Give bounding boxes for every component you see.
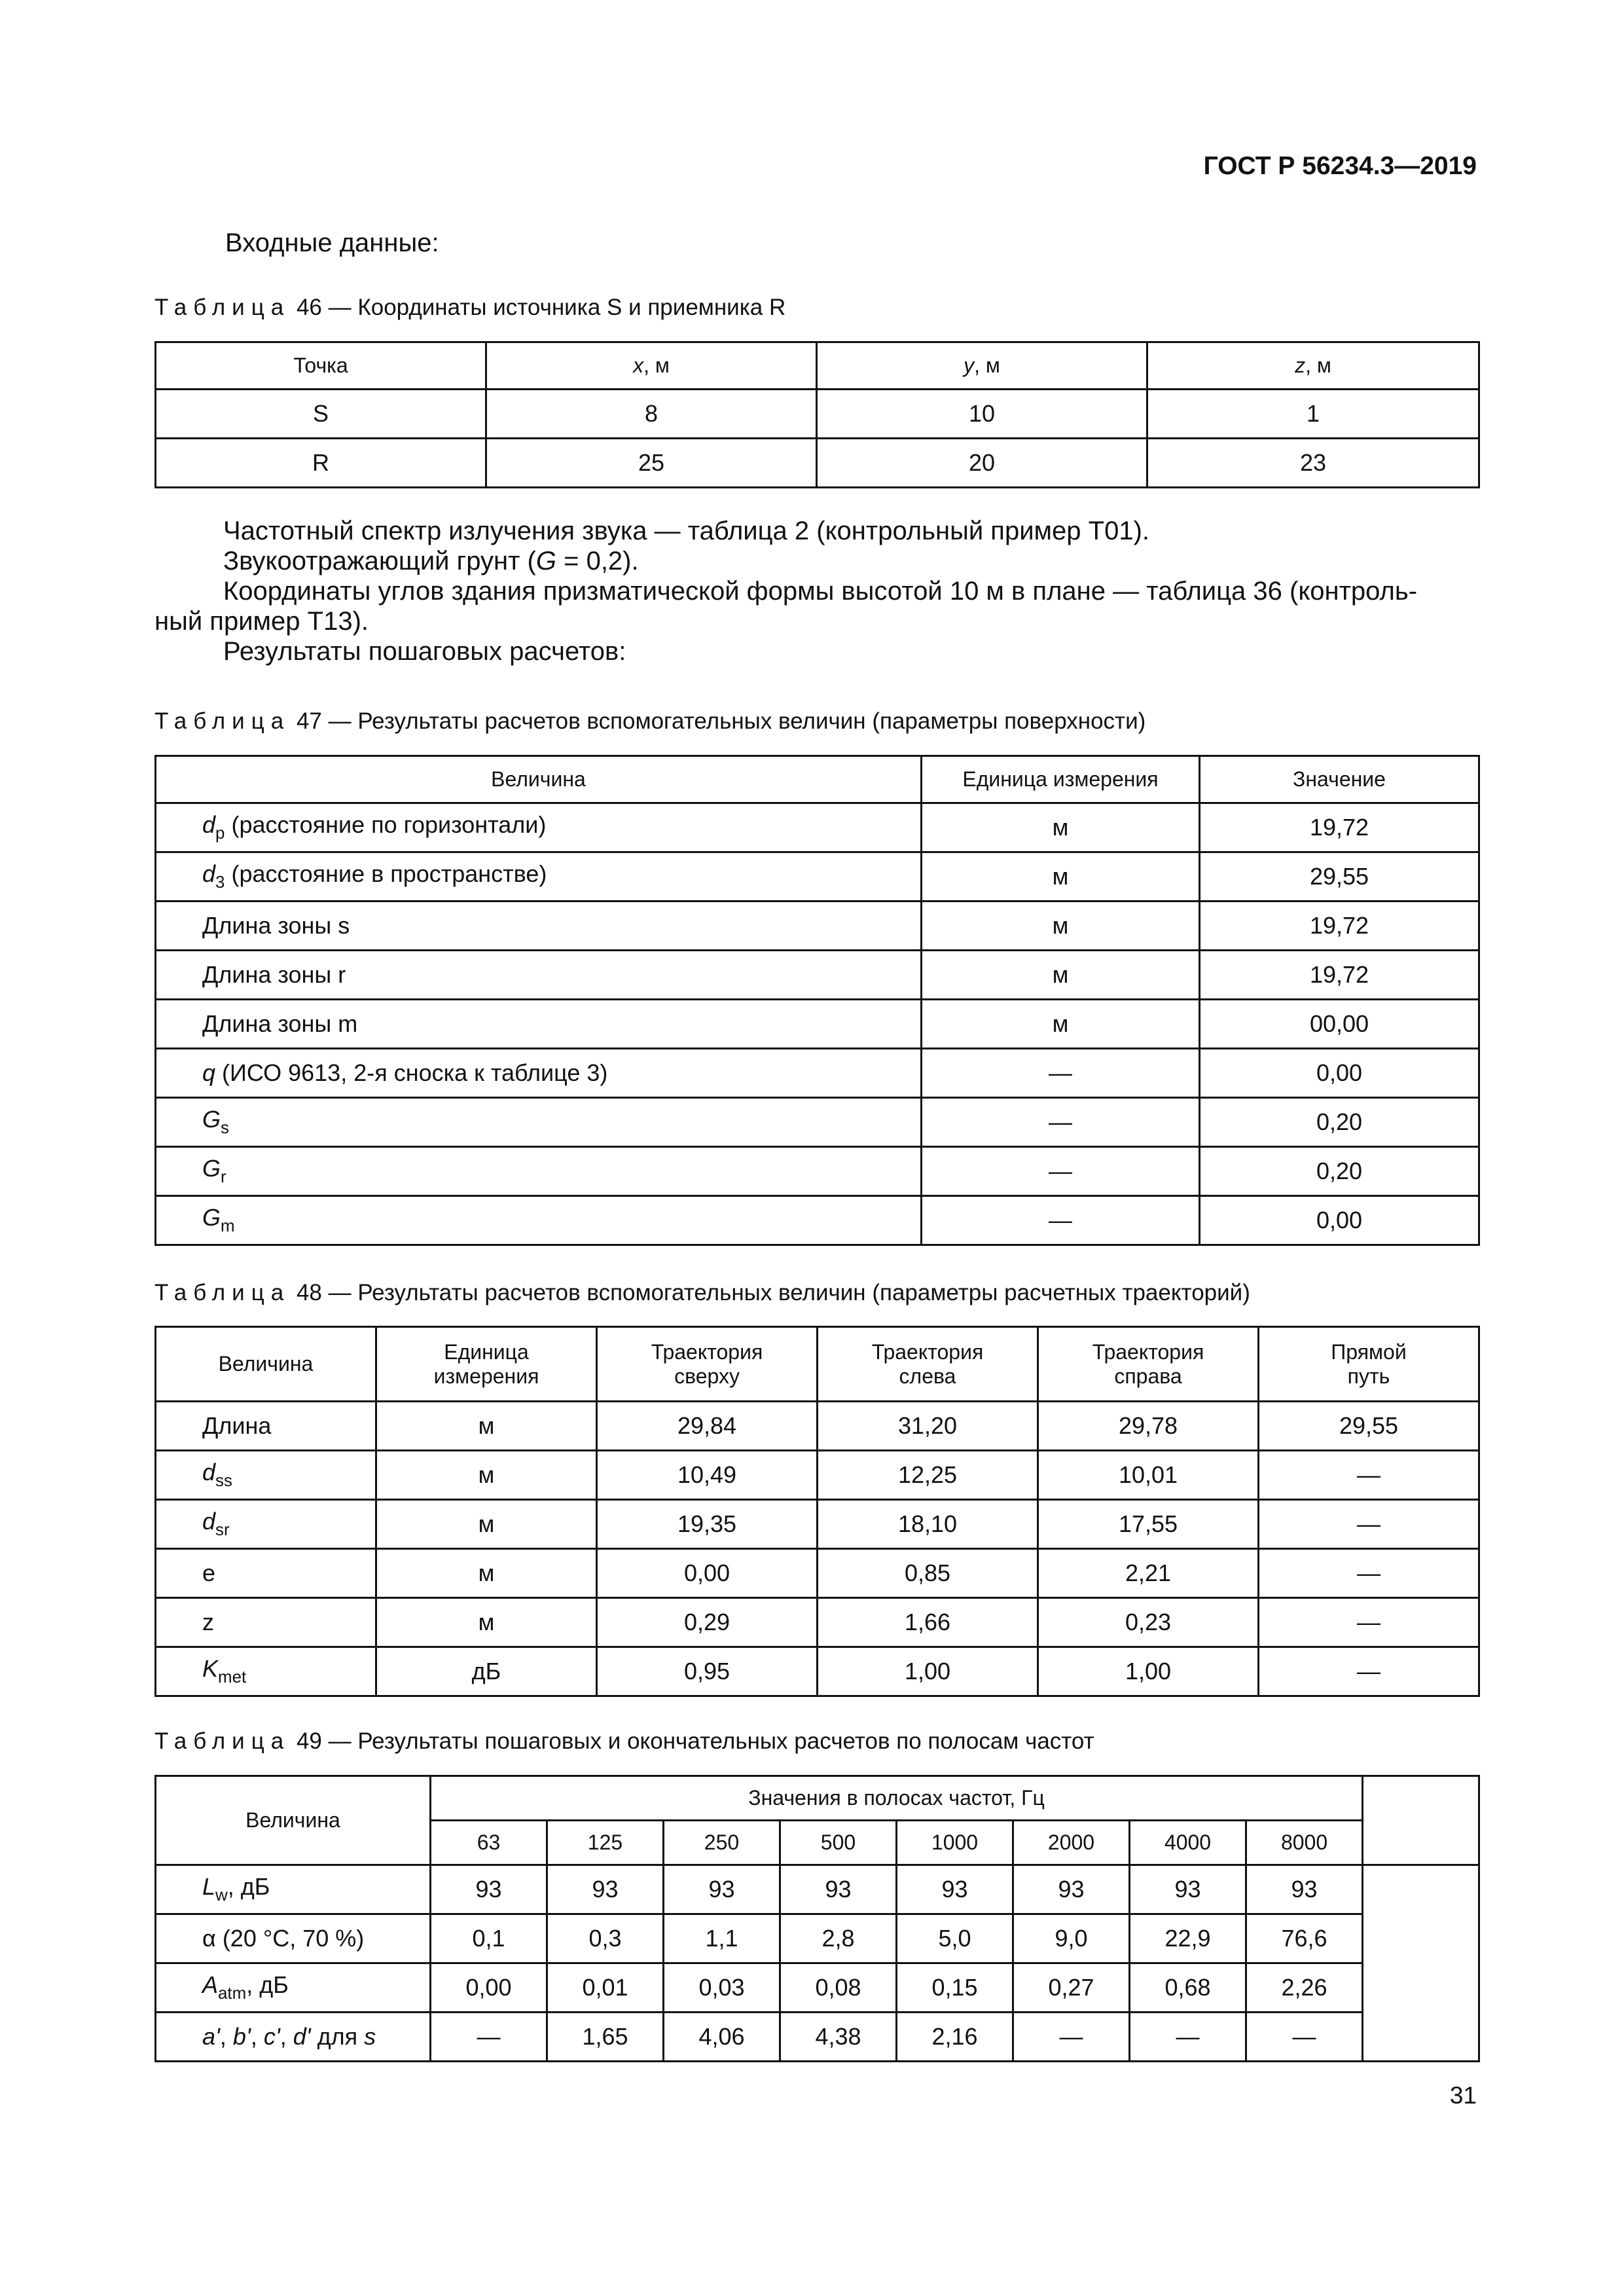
value-cell: 2,8 bbox=[780, 1914, 897, 1963]
table-48 bbox=[154, 1326, 1480, 1697]
value-cell: 9,0 bbox=[1013, 1914, 1130, 1963]
quantity-cell: Длина зоны s bbox=[156, 902, 922, 951]
value-cell: 22,9 bbox=[1130, 1914, 1246, 1963]
table-row bbox=[156, 803, 1479, 852]
input-data-heading: Входные данные: bbox=[225, 228, 439, 257]
table-row bbox=[156, 1647, 1479, 1696]
value-cell: 31,20 bbox=[818, 1402, 1038, 1451]
table-row bbox=[156, 1098, 1479, 1147]
text-block bbox=[154, 516, 1478, 666]
band-header: 125 bbox=[547, 1821, 664, 1865]
quantity-cell: $G_s$ bbox=[156, 1098, 922, 1147]
value-cell: 93 bbox=[780, 1865, 897, 1914]
header-z: z, м bbox=[1147, 342, 1479, 390]
header-quantity: Величина bbox=[156, 756, 922, 803]
value-cell: 0,23 bbox=[1038, 1598, 1259, 1647]
value-cell: 0,27 bbox=[1013, 1963, 1130, 2013]
table-row bbox=[156, 1000, 1479, 1049]
caption-text: 46 — Координаты источника S и приемника R bbox=[296, 295, 786, 320]
value-cell: 2,26 bbox=[1246, 1963, 1363, 2013]
header-bands: Значения в полосах частот, Гц bbox=[431, 1776, 1363, 1821]
header-x: x, м bbox=[486, 342, 817, 390]
quantity-cell: $d_{ss}$ bbox=[156, 1451, 376, 1500]
table-49 bbox=[154, 1775, 1480, 2062]
value-cell: — bbox=[1259, 1598, 1479, 1647]
unit-cell: — bbox=[922, 1049, 1200, 1098]
value-cell: 2,16 bbox=[897, 2013, 1013, 2062]
header-unit: Единица измерения bbox=[922, 756, 1200, 803]
value-cell: 0,03 bbox=[664, 1963, 780, 2013]
unit-cell: — bbox=[922, 1098, 1200, 1147]
value-cell: — bbox=[431, 2013, 547, 2062]
page-number: 31 bbox=[1449, 2082, 1477, 2109]
band-header: 250 bbox=[664, 1821, 780, 1865]
table-row: S 8 10 1 bbox=[156, 390, 1479, 439]
value-cell: 93 bbox=[1246, 1865, 1363, 1914]
value-cell: 0,29 bbox=[597, 1598, 818, 1647]
table-row bbox=[156, 1451, 1479, 1500]
table-row: R 25 20 23 bbox=[156, 439, 1479, 488]
table-row bbox=[156, 1549, 1479, 1598]
quantity-cell: α (20 °C, 70 %) bbox=[156, 1914, 431, 1963]
header-cell-1: Единица измерения bbox=[376, 1327, 597, 1402]
value-cell: 0,3 bbox=[547, 1914, 664, 1963]
value-cell: 1,00 bbox=[818, 1647, 1038, 1696]
value-cell: 19,72 bbox=[1200, 902, 1479, 951]
value-cell: — bbox=[1259, 1647, 1479, 1696]
value-cell: 4,38 bbox=[780, 2013, 897, 2062]
unit-cell: м bbox=[376, 1451, 597, 1500]
quantity-cell: $L_w$, дБ bbox=[156, 1865, 431, 1914]
table-row bbox=[156, 1147, 1479, 1196]
unit-cell: м bbox=[922, 902, 1200, 951]
value-cell: 93 bbox=[897, 1865, 1013, 1914]
value-cell: 0,85 bbox=[818, 1549, 1038, 1598]
value-cell: 29,84 bbox=[597, 1402, 818, 1451]
building-line-cont: ный пример T13). bbox=[154, 607, 369, 636]
value-cell: 10,01 bbox=[1038, 1451, 1259, 1500]
quantity-cell: $d_p$ (расстояние по горизонтали) bbox=[156, 803, 922, 852]
band-header: 63 bbox=[431, 1821, 547, 1865]
value-cell: 0,20 bbox=[1200, 1147, 1479, 1196]
value-cell: 0,08 bbox=[780, 1963, 897, 2013]
value-cell: — bbox=[1259, 1500, 1479, 1549]
band-header: 8000 bbox=[1246, 1821, 1363, 1865]
value-cell: 17,55 bbox=[1038, 1500, 1259, 1549]
quantity-cell: $d_{sr}$ bbox=[156, 1500, 376, 1549]
value-cell: 0,95 bbox=[597, 1647, 818, 1696]
unit-cell: м bbox=[922, 951, 1200, 1000]
band-header: 500 bbox=[780, 1821, 897, 1865]
header-point: Точка bbox=[156, 342, 486, 390]
value-cell: 0,00 bbox=[1200, 1196, 1479, 1245]
unit-cell: дБ bbox=[376, 1647, 597, 1696]
value-cell: 29,55 bbox=[1259, 1402, 1479, 1451]
table47-caption: Таблица 47 — Результаты расчетов вспомогательных величин (параметры поверхности) bbox=[154, 708, 1146, 734]
unit-cell: м bbox=[922, 852, 1200, 902]
table-row bbox=[156, 1914, 1479, 1963]
table-row bbox=[156, 1963, 1479, 2013]
quantity-cell: Длина bbox=[156, 1402, 376, 1451]
value-cell: — bbox=[1246, 2013, 1363, 2062]
value-cell: 0,15 bbox=[897, 1963, 1013, 2013]
value-cell: 1,1 bbox=[664, 1914, 780, 1963]
quantity-cell: q (ИСО 9613, 2-я сноска к таблице 3) bbox=[156, 1049, 922, 1098]
quantity-cell: $A_{atm}$, дБ bbox=[156, 1963, 431, 2013]
table-46 bbox=[154, 341, 1480, 488]
value-cell: 19,72 bbox=[1200, 951, 1479, 1000]
table-row bbox=[156, 852, 1479, 902]
value-cell: 18,10 bbox=[818, 1500, 1038, 1549]
spectrum-line: Частотный спектр излучения звука — таблица 2 (контрольный пример T01). bbox=[223, 517, 1149, 545]
value-cell: 19,35 bbox=[597, 1500, 818, 1549]
unit-cell: — bbox=[922, 1196, 1200, 1245]
header-cell-5: Прямой путь bbox=[1259, 1327, 1479, 1402]
header-y: y, м bbox=[817, 342, 1147, 390]
value-cell: 0,00 bbox=[431, 1963, 547, 2013]
header-quantity: Величина bbox=[156, 1776, 431, 1865]
value-cell: — bbox=[1259, 1451, 1479, 1500]
quantity-cell: $d_3$ (расстояние в пространстве) bbox=[156, 852, 922, 902]
building-line: Координаты углов здания призматической формы высотой 10 м в плане — таблица 36 (контроль- bbox=[223, 577, 1418, 606]
value-cell: 29,55 bbox=[1200, 852, 1479, 902]
table46-caption bbox=[154, 295, 785, 321]
header-value: Значение bbox=[1200, 756, 1479, 803]
value-cell: 29,78 bbox=[1038, 1402, 1259, 1451]
value-cell: 93 bbox=[547, 1865, 664, 1914]
value-cell: 4,06 bbox=[664, 2013, 780, 2062]
value-cell: 93 bbox=[1130, 1865, 1246, 1914]
table48-caption: Таблица 48 — Результаты расчетов вспомогательных величин (параметры расчетных траекторий) bbox=[154, 1280, 1250, 1305]
table-row bbox=[156, 1865, 1479, 1914]
value-cell: 93 bbox=[1013, 1865, 1130, 1914]
value-cell: — bbox=[1130, 2013, 1246, 2062]
value-cell: 0,01 bbox=[547, 1963, 664, 2013]
table-word: Таблица bbox=[154, 295, 291, 320]
table-row bbox=[156, 2013, 1479, 2062]
value-cell: 0,20 bbox=[1200, 1098, 1479, 1147]
unit-cell: м bbox=[922, 1000, 1200, 1049]
header-cell-0: Величина bbox=[156, 1327, 376, 1402]
unit-cell: — bbox=[922, 1147, 1200, 1196]
value-cell: 0,1 bbox=[431, 1914, 547, 1963]
quantity-cell: Длина зоны m bbox=[156, 1000, 922, 1049]
quantity-cell: $G_m$ bbox=[156, 1196, 922, 1245]
table-row bbox=[156, 1402, 1479, 1451]
value-cell: 12,25 bbox=[818, 1451, 1038, 1500]
quantity-cell: Длина зоны r bbox=[156, 951, 922, 1000]
value-cell: 19,72 bbox=[1200, 803, 1479, 852]
document-code: ГОСТ Р 56234.3—2019 bbox=[1203, 152, 1477, 180]
quantity-cell: $G_r$ bbox=[156, 1147, 922, 1196]
value-cell: 93 bbox=[664, 1865, 780, 1914]
ground-line: Звукоотражающий грунт (G = 0,2). bbox=[223, 547, 639, 575]
results-heading: Результаты пошаговых расчетов: bbox=[223, 637, 626, 666]
band-header: 2000 bbox=[1013, 1821, 1130, 1865]
table-47 bbox=[154, 755, 1480, 1246]
empty-cell bbox=[1363, 1865, 1479, 2062]
value-cell: 2,21 bbox=[1038, 1549, 1259, 1598]
value-cell: 76,6 bbox=[1246, 1914, 1363, 1963]
unit-cell: м bbox=[376, 1500, 597, 1549]
value-cell: 0,68 bbox=[1130, 1963, 1246, 2013]
unit-cell: м bbox=[376, 1598, 597, 1647]
value-cell: 1,00 bbox=[1038, 1647, 1259, 1696]
band-header: 1000 bbox=[897, 1821, 1013, 1865]
value-cell: — bbox=[1013, 2013, 1130, 2062]
unit-cell: м bbox=[922, 803, 1200, 852]
value-cell: 5,0 bbox=[897, 1914, 1013, 1963]
header-cell-2: Траектория сверху bbox=[597, 1327, 818, 1402]
unit-cell: м bbox=[376, 1549, 597, 1598]
value-cell: — bbox=[1259, 1549, 1479, 1598]
value-cell: 0,00 bbox=[597, 1549, 818, 1598]
quantity-cell: e bbox=[156, 1549, 376, 1598]
table-row bbox=[156, 1049, 1479, 1098]
quantity-cell: a', b', c', d' для s bbox=[156, 2013, 431, 2062]
value-cell: 0,00 bbox=[1200, 1049, 1479, 1098]
header-cell-4: Траектория справа bbox=[1038, 1327, 1259, 1402]
header-empty bbox=[1363, 1776, 1479, 1865]
header-cell-3: Траектория слева bbox=[818, 1327, 1038, 1402]
table-row bbox=[156, 1598, 1479, 1647]
table-row bbox=[156, 1196, 1479, 1245]
table49-caption: Таблица 49 — Результаты пошаговых и окончательных расчетов по полосам частот bbox=[154, 1728, 1094, 1754]
value-cell: 10,49 bbox=[597, 1451, 818, 1500]
quantity-cell: z bbox=[156, 1598, 376, 1647]
value-cell: 00,00 bbox=[1200, 1000, 1479, 1049]
unit-cell: м bbox=[376, 1402, 597, 1451]
value-cell: 1,66 bbox=[818, 1598, 1038, 1647]
quantity-cell: $K_{met}$ bbox=[156, 1647, 376, 1696]
table-row bbox=[156, 951, 1479, 1000]
table-row bbox=[156, 902, 1479, 951]
value-cell: 1,65 bbox=[547, 2013, 664, 2062]
value-cell: 93 bbox=[431, 1865, 547, 1914]
table-row bbox=[156, 1500, 1479, 1549]
band-header: 4000 bbox=[1130, 1821, 1246, 1865]
